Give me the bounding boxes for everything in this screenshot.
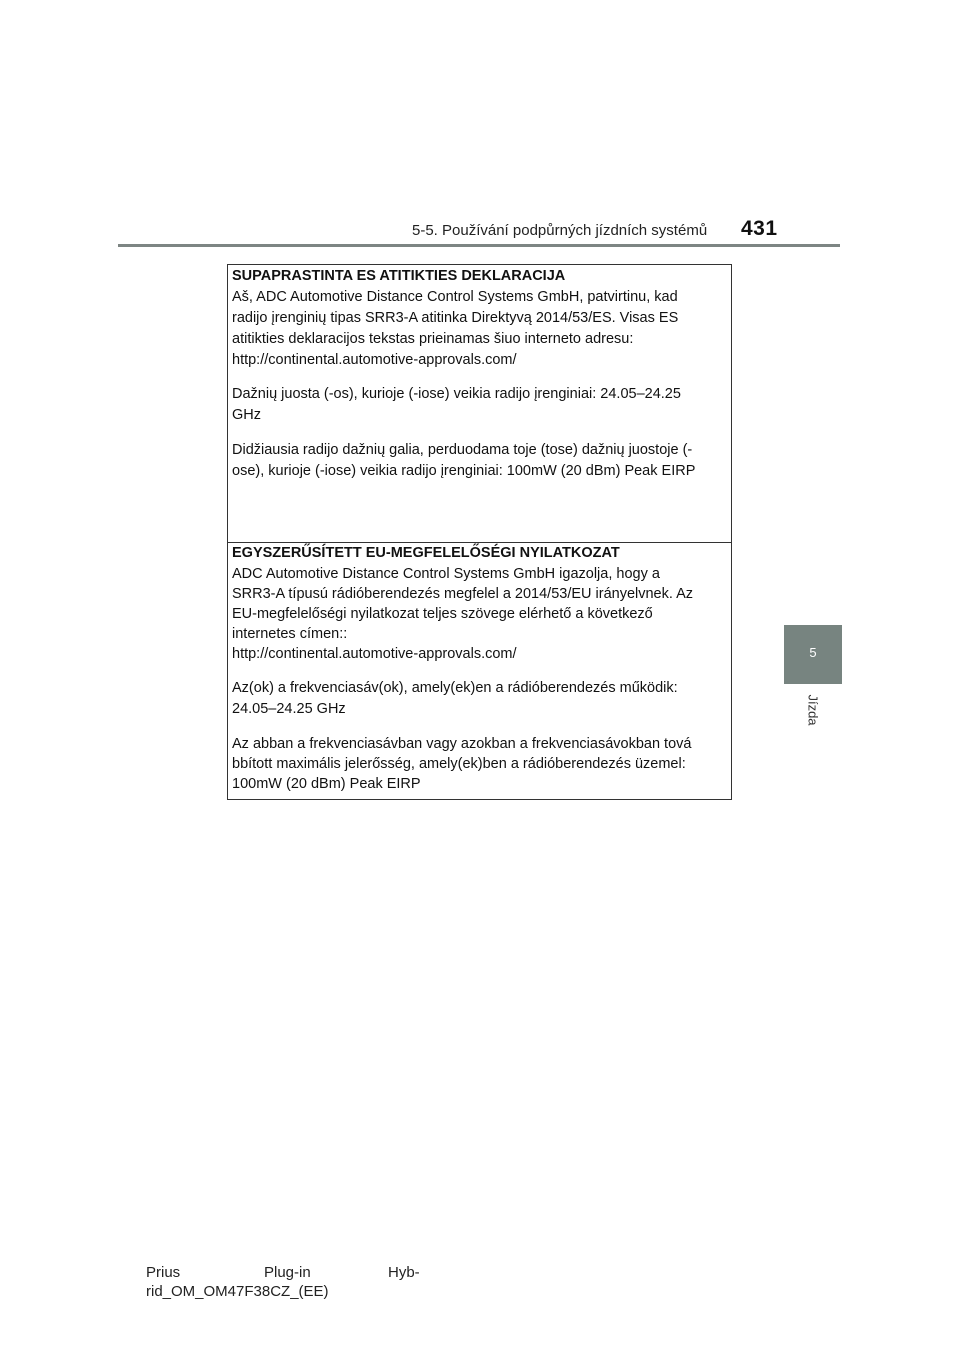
declaration-hu-line: bbított maximális jelerősség, amely(ek)ben a rádióberendezés üzemel:: [232, 756, 686, 772]
declaration-hu-line: internetes címen::: [232, 626, 348, 642]
chapter-label: Jízda: [805, 694, 821, 726]
declaration-hu-title: EGYSZERŰSÍTETT EU-MEGFELELŐSÉGI NYILATKOZAT: [232, 545, 620, 561]
chapter-number: 5: [809, 645, 817, 660]
footer-word: Plug-in: [264, 1264, 311, 1281]
declaration-hu-line: ADC Automotive Distance Control Systems GmbH igazolja, hogy a: [232, 566, 660, 582]
header-divider: [118, 244, 840, 247]
declaration-lt-line: http://continental.automotive-approvals.com/: [232, 352, 517, 368]
footer-model-line: [146, 1264, 420, 1281]
declaration-lt-title: SUPAPRASTINTA ES ATITIKTIES DEKLARACIJA: [232, 268, 566, 284]
chapter-label-area: [784, 684, 842, 744]
declaration-hu-line: http://continental.automotive-approvals.com/: [232, 646, 517, 662]
declaration-hu-line: 24.05–24.25 GHz: [232, 701, 346, 717]
footer-word: Prius: [146, 1264, 181, 1281]
declaration-box: [227, 264, 732, 800]
chapter-tab: [784, 625, 842, 684]
declaration-hu-line: EU-megfelelőségi nyilatkozat teljes szövege elérhető a következő: [232, 606, 653, 622]
footer-word: Hyb-: [388, 1264, 420, 1281]
declaration-hu-line: SRR3-A típusú rádióberendezés megfelel a 2014/53/EU irányelvnek. Az: [232, 586, 694, 602]
footer-code-line: rid_OM_OM47F38CZ_(EE): [146, 1283, 329, 1300]
declaration-lt-line: ose), kurioje (-iose) veikia radijo įrenginiai: 100mW (20 dBm) Peak EIRP: [232, 463, 696, 479]
declaration-lt-line: atitikties deklaracijos tekstas prieinamas šiuo interneto adresu:: [232, 331, 634, 347]
declaration-lt-line: Didžiausia radijo dažnių galia, perduodama toje (tose) dažnių juostoje (-: [232, 442, 693, 458]
declaration-lithuanian: [228, 265, 731, 542]
running-header-title: 5-5. Používání podpůrných jízdních systémů: [412, 222, 708, 239]
declaration-hu-line: Az abban a frekvenciasávban vagy azokban a frekvenciasávokban tová: [232, 736, 692, 752]
declaration-hu-line: 100mW (20 dBm) Peak EIRP: [232, 776, 421, 792]
declaration-lt-line: Dažnių juosta (-os), kurioje (-iose) veikia radijo įrenginiai: 24.05–24.25: [232, 386, 681, 402]
declaration-lt-line: Aš, ADC Automotive Distance Control Systems GmbH, patvirtinu, kad: [232, 289, 678, 305]
declaration-lt-line: radijo įrenginių tipas SRR3-A atitinka Direktyvą 2014/53/ES. Visas ES: [232, 310, 679, 326]
declaration-lt-line: GHz: [232, 407, 261, 423]
declaration-hungarian: [228, 542, 731, 802]
page-number: 431: [741, 217, 778, 240]
declaration-hu-line: Az(ok) a frekvenciasáv(ok), amely(ek)en a rádióberendezés működik:: [232, 680, 678, 696]
